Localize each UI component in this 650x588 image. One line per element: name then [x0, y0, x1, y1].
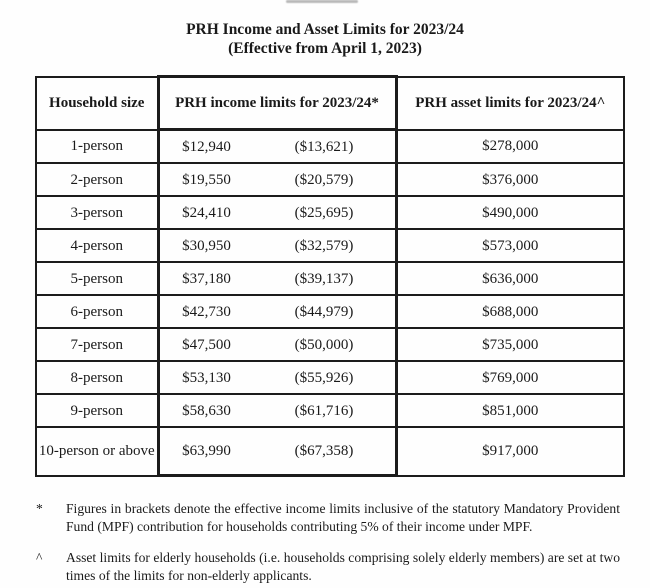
income-limit-value: $58,630	[182, 402, 231, 419]
footnote-elderly-assets	[36, 549, 620, 584]
income-limit-cell	[158, 394, 396, 427]
title-block	[0, 0, 650, 58]
income-limit-cell	[158, 196, 396, 229]
income-limit-cell	[158, 427, 396, 476]
household-size-cell: 2-person	[36, 163, 158, 196]
income-limit-value: $30,950	[182, 237, 231, 254]
income-limit-cell	[158, 361, 396, 394]
table-row	[36, 328, 624, 361]
asset-limit-cell: $917,000	[396, 427, 624, 476]
asset-limit-cell: $376,000	[396, 163, 624, 196]
household-size-cell: 1-person	[36, 130, 158, 164]
footnote-marker-asterisk: *	[36, 501, 43, 516]
income-limit-cell	[158, 163, 396, 196]
income-limit-cell	[158, 130, 396, 164]
limits-table	[35, 75, 625, 477]
income-limit-mpf-value: ($39,137)	[294, 270, 354, 287]
income-limit-cell	[158, 229, 396, 262]
income-limit-mpf-value: ($13,621)	[294, 138, 354, 155]
col-header-household-size: Household size	[36, 77, 158, 130]
income-limit-value: $24,410	[182, 204, 231, 221]
income-limit-value: $12,940	[182, 138, 231, 155]
table-row	[36, 196, 624, 229]
household-size-cell: 5-person	[36, 262, 158, 295]
income-limit-value: $63,990	[182, 443, 231, 459]
household-size-cell: 4-person	[36, 229, 158, 262]
col-header-asset-limits: PRH asset limits for 2023/24^	[396, 77, 624, 130]
income-limit-mpf-value: ($55,926)	[294, 369, 354, 386]
table-row	[36, 361, 624, 394]
household-size-cell: 3-person	[36, 196, 158, 229]
footnote-text: Figures in brackets denote the effective income limits inclusive of the statutory Mandatory Provident Fund (MPF) contribution for households contributing 5% of their income under MPF.	[66, 501, 620, 534]
footnote-income-mpf	[36, 500, 620, 535]
asset-limit-cell: $851,000	[396, 394, 624, 427]
income-limit-value: $47,500	[182, 336, 231, 353]
table-row	[36, 295, 624, 328]
income-limit-cell	[158, 295, 396, 328]
table-row	[36, 427, 624, 476]
asset-limit-cell: $278,000	[396, 130, 624, 164]
table-row	[36, 163, 624, 196]
income-limit-mpf-value: ($50,000)	[294, 336, 354, 353]
asset-limit-cell: $490,000	[396, 196, 624, 229]
income-limit-mpf-value: ($32,579)	[294, 237, 354, 254]
footnote-text: Asset limits for elderly households (i.e. households comprising solely elderly members) are set at two times of the limits for non-elderly applicants.	[66, 550, 620, 583]
col-header-income-limits: PRH income limits for 2023/24*	[158, 77, 396, 130]
page-title: PRH Income and Asset Limits for 2023/24	[186, 21, 464, 38]
household-size-cell: 6-person	[36, 295, 158, 328]
income-limit-mpf-value: ($67,358)	[294, 443, 354, 459]
income-limit-mpf-value: ($44,979)	[294, 303, 354, 320]
household-size-cell: 7-person	[36, 328, 158, 361]
income-limit-mpf-value: ($61,716)	[294, 402, 354, 419]
income-limit-cell	[158, 262, 396, 295]
asset-limit-cell: $636,000	[396, 262, 624, 295]
table-row	[36, 394, 624, 427]
household-size-cell: 9-person	[36, 394, 158, 427]
asset-limit-cell: $573,000	[396, 229, 624, 262]
income-limit-value: $19,550	[182, 171, 231, 188]
income-limit-cell	[158, 328, 396, 361]
cutoff-text-artifact	[286, 0, 358, 3]
income-limit-value: $37,180	[182, 270, 231, 287]
household-size-cell: 10-person or above	[36, 427, 158, 476]
asset-limit-cell: $769,000	[396, 361, 624, 394]
table-row	[36, 130, 624, 164]
header-row	[36, 77, 624, 130]
table-row	[36, 229, 624, 262]
asset-limit-cell: $688,000	[396, 295, 624, 328]
income-limit-value: $42,730	[182, 303, 231, 320]
income-limit-value: $53,130	[182, 369, 231, 386]
income-limit-mpf-value: ($20,579)	[294, 171, 354, 188]
page-subtitle: (Effective from April 1, 2023)	[228, 39, 422, 57]
asset-limit-cell: $735,000	[396, 328, 624, 361]
income-limit-mpf-value: ($25,695)	[294, 204, 354, 221]
footnote-marker-caret: ^	[36, 550, 43, 565]
table-row	[36, 262, 624, 295]
household-size-cell: 8-person	[36, 361, 158, 394]
